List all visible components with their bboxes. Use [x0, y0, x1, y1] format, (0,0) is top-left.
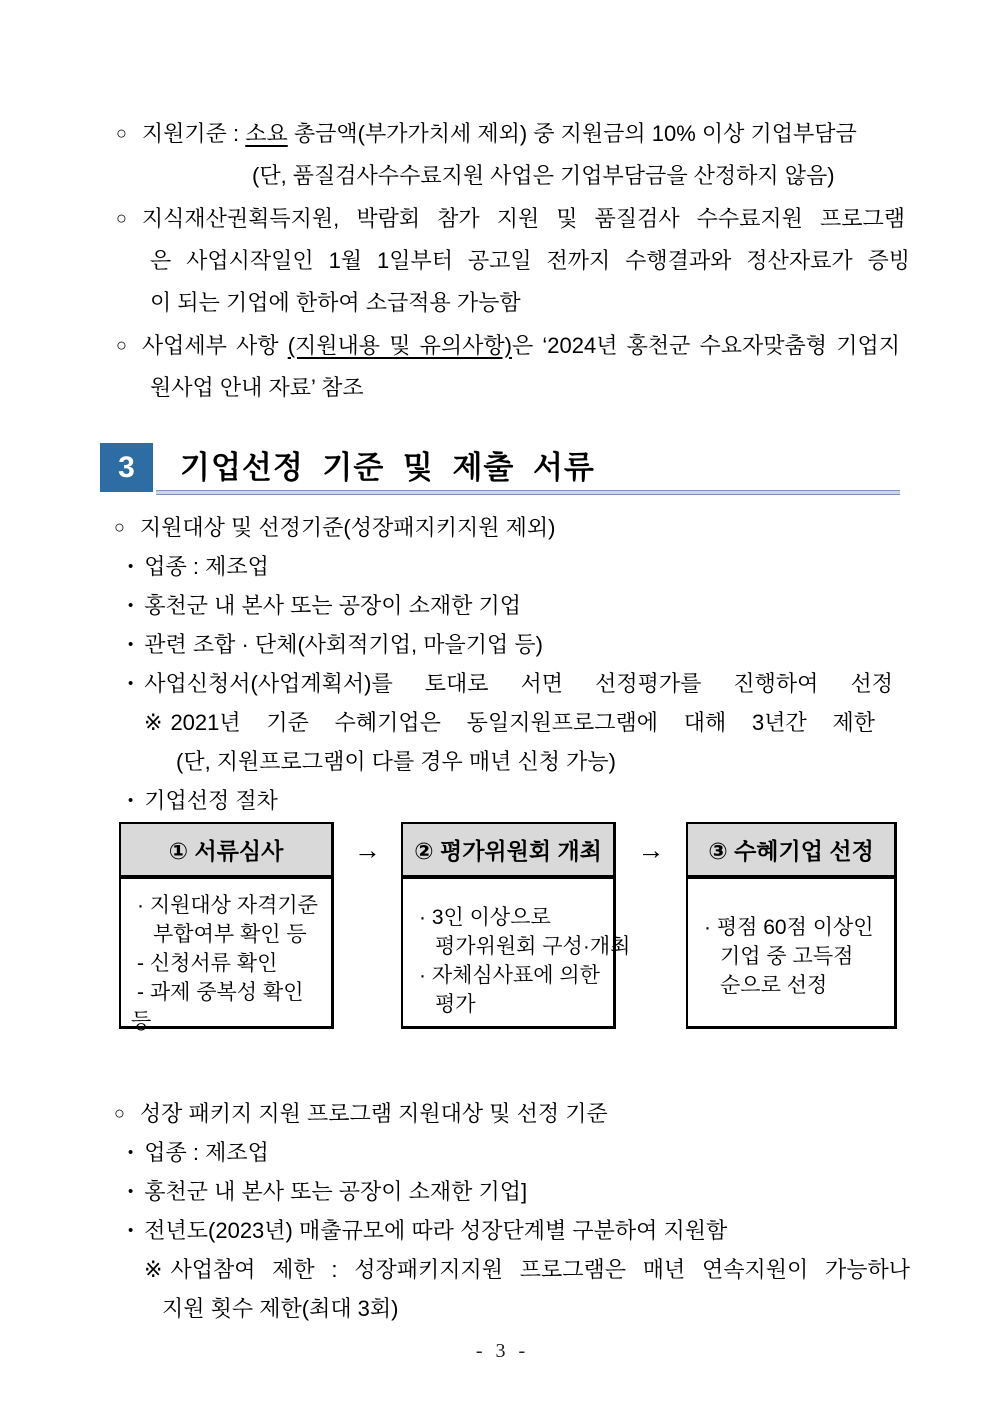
flow-step-3: [686, 822, 897, 1029]
intro-section: [100, 112, 915, 409]
flow-step-1-header: ① 서류심사: [119, 822, 334, 879]
growth-note-2-text: 지원 횟수 제한(최대 3회): [162, 1296, 399, 1321]
intro-bullet-2-text-1: 지식재산권획득지원, 박람회 참가 지원 및 품질검사 수수료지원 프로그램: [141, 206, 905, 231]
circle-bullet-icon: ○: [116, 208, 127, 228]
dot-bullet-icon: •: [128, 636, 134, 653]
intro-bullet-2-text-3: 이 되는 기업에 한하여 소급적용 가능함: [150, 290, 521, 315]
criteria-item-text: 관련 조합 · 단체(사회적기업, 마을기업 등): [144, 632, 543, 657]
intro-bullet-3-line-1: [100, 324, 915, 367]
intro-bullet-2-line-3: [100, 282, 915, 324]
dot-bullet-icon: •: [128, 1144, 134, 1161]
intro-bullet-3-underlined: (지원내용 및 유의사항): [287, 333, 512, 358]
criteria-item-text: 홍천군 내 본사 또는 공장이 소재한 기업: [144, 593, 521, 618]
flow-body-line: 평가위원회 구성·개최: [435, 935, 631, 958]
dot-bullet-icon: •: [128, 1222, 134, 1239]
criteria-heading: [100, 508, 915, 547]
growth-item: [100, 1172, 915, 1211]
dot-bullet-icon: •: [128, 675, 134, 692]
dot-bullet-icon: •: [128, 558, 134, 575]
criteria-item: [100, 547, 915, 586]
criteria-item: [100, 625, 915, 664]
criteria-note-2: [100, 742, 915, 781]
criteria-item: [100, 586, 915, 625]
growth-note-1-text: 사업참여 제한 : 성장패키지지원 프로그램은 매년 연속지원이 가능하나: [170, 1257, 910, 1282]
flow-step-3-header: ③ 수혜기업 선정: [686, 822, 897, 879]
growth-item-text: 홍천군 내 본사 또는 공장이 소재한 기업]: [144, 1179, 528, 1204]
section-header: [100, 443, 900, 499]
flow-step-2: [401, 822, 631, 1029]
criteria-note-1: [100, 703, 915, 742]
intro-bullet-2-line-1: [100, 197, 915, 240]
reference-mark-icon: ※: [144, 710, 163, 735]
flow-step-2-header: ② 평가위원회 개최: [401, 822, 616, 879]
intro-bullet-2-text-2: 은 사업시작일인 1월 1일부터 공고일 전까지 수행결과와 정산자료가 증빙: [150, 248, 910, 273]
criteria-heading-text: 지원대상 및 선정기준(성장패지키지원 제외): [139, 515, 556, 540]
circle-bullet-icon: ○: [116, 335, 127, 355]
criteria-item-text: 기업선정 절차: [144, 788, 278, 813]
flow-body-line: - 신청서류 확인: [137, 952, 278, 975]
dot-bullet-icon: •: [128, 1183, 134, 1200]
intro-bullet-3-suffix: 은 ‘2024년 홍천군 수요자맞춤형 기업지: [511, 333, 900, 358]
flow-step-2-body: [401, 879, 631, 1029]
intro-bullet-1-underlined: 소요: [245, 121, 288, 146]
section-number-badge: [100, 443, 153, 492]
flow-step-3-body: [686, 879, 897, 1029]
criteria-note-2-text: (단, 지원프로그램이 다를 경우 매년 신청 가능): [176, 749, 616, 774]
dot-bullet-icon: •: [128, 792, 134, 809]
flow-step-1: [119, 822, 334, 1033]
growth-heading-text: 성장 패키지 지원 프로그램 지원대상 및 선정 기준: [139, 1101, 608, 1126]
flow-body-line: 등: [131, 1010, 152, 1033]
intro-bullet-2-line-2: [100, 240, 915, 282]
growth-item: [100, 1211, 915, 1250]
intro-bullet-3-text-2: 원사업 안내 자료’ 참조: [150, 375, 364, 400]
flow-body-line: 기업 중 고득점: [720, 945, 854, 968]
section-underline-rule: [156, 490, 900, 495]
growth-item: [100, 1133, 915, 1172]
flow-arrow-icon: →: [354, 835, 381, 865]
growth-note-2: [100, 1289, 915, 1328]
circle-bullet-icon: ○: [116, 123, 127, 143]
growth-heading: [100, 1094, 915, 1133]
flow-body-line: · 3인 이상으로: [419, 906, 551, 929]
intro-bullet-1-prefix: 지원기준 :: [141, 121, 246, 146]
intro-bullet-1-suffix: 총금액(부가가치세 제외) 중 지원금의 10% 이상 기업부담금: [287, 121, 857, 146]
intro-bullet-1-line-2: [100, 155, 915, 197]
criteria-section: [100, 508, 915, 820]
flow-body-line: - 과제 중복성 확인: [137, 981, 304, 1004]
section-number: 3: [118, 450, 135, 484]
circle-bullet-icon: ○: [114, 1103, 125, 1123]
flow-body-line: · 지원대상 자격기준: [137, 894, 318, 917]
section-title: 기업선정 기준 및 제출 서류: [180, 450, 595, 485]
flow-body-line: · 평점 60점 이상인: [704, 916, 874, 939]
criteria-note-1-text: 2021년 기준 수혜기업은 동일지원프로그램에 대해 3년간 제한: [170, 710, 875, 735]
selection-procedure-flowchart: [119, 822, 897, 1033]
growth-package-section: [100, 1094, 915, 1328]
growth-item-text: 업종 : 제조업: [144, 1140, 269, 1165]
flow-body-line: · 자체심사표에 의한: [419, 964, 600, 987]
intro-bullet-3-line-2: [100, 367, 915, 409]
circle-bullet-icon: ○: [114, 517, 125, 537]
flow-body-line: 순으로 선정: [720, 974, 828, 997]
flow-step-1-body: [119, 879, 334, 1033]
page-number: - 3 -: [475, 1340, 526, 1362]
criteria-item: [100, 781, 915, 820]
intro-bullet-1-line-1: [100, 112, 915, 155]
flow-body-line: 평가: [435, 993, 476, 1016]
reference-mark-icon: ※: [144, 1257, 163, 1282]
growth-note-1: [100, 1250, 915, 1289]
intro-bullet-1-note: (단, 품질검사수수료지원 사업은 기업부담금을 산정하지 않음): [252, 163, 835, 188]
flow-arrow-icon: →: [637, 835, 665, 865]
dot-bullet-icon: •: [128, 597, 134, 614]
criteria-item-text: 사업신청서(사업계획서)를 토대로 서면 선정평가를 진행하여 선정: [144, 671, 893, 696]
flow-body-line: 부합여부 확인 등: [153, 923, 307, 946]
criteria-item-text: 업종 : 제조업: [144, 554, 269, 579]
criteria-item: [100, 664, 915, 703]
intro-bullet-3-prefix: 사업세부 사항: [141, 333, 288, 358]
growth-item-text: 전년도(2023년) 매출규모에 따라 성장단계별 구분하여 지원함: [144, 1218, 728, 1243]
